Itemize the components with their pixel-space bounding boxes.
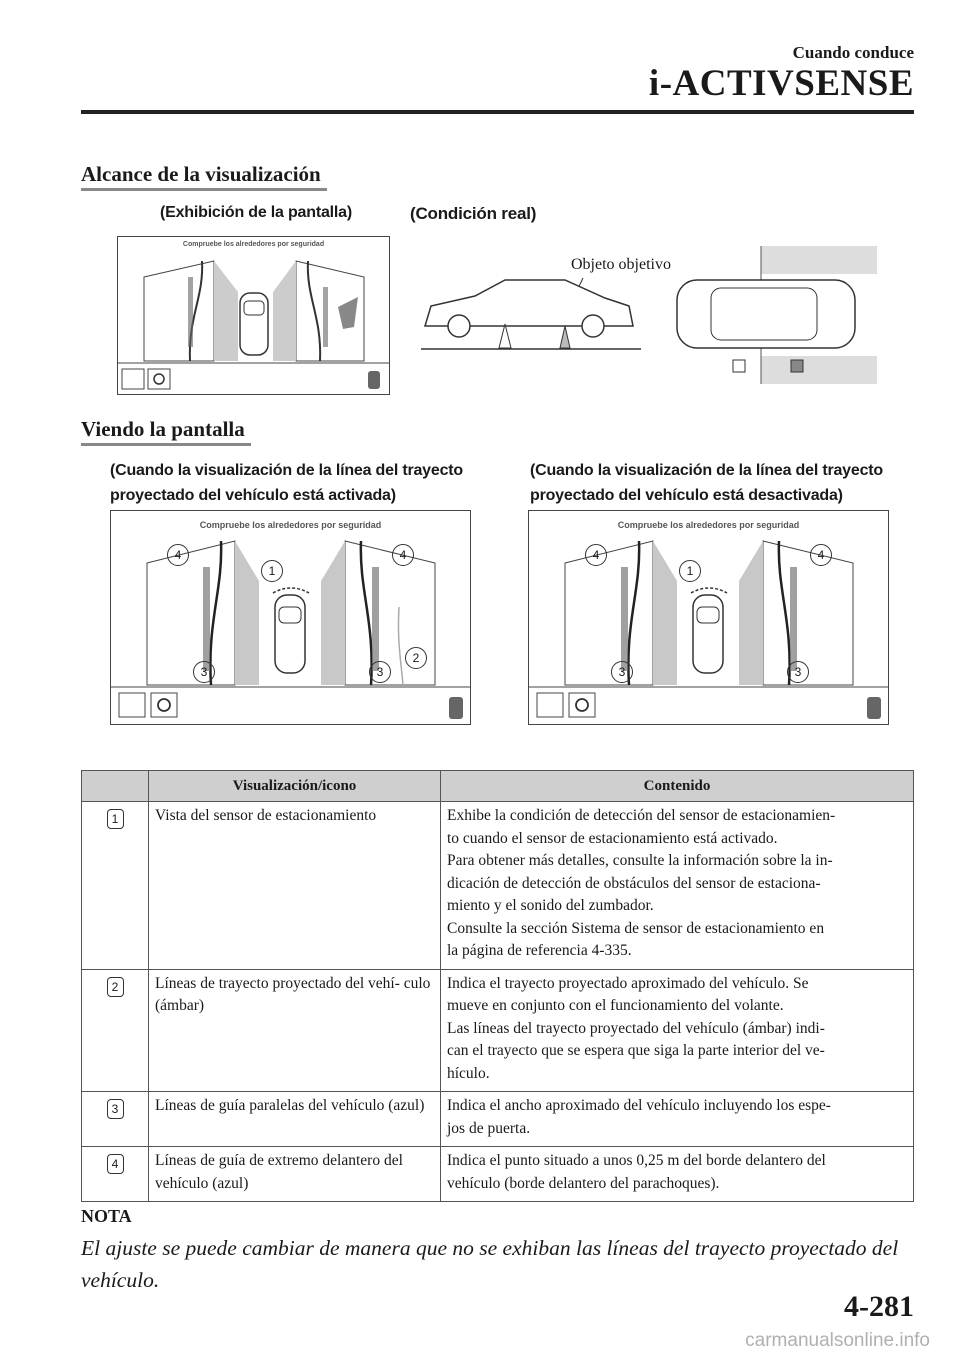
legend-table [81,770,914,1202]
row-content: Indica el punto situado a unos 0,25 m del borde delantero del vehículo (borde delantero del parachoques). [441,1147,914,1202]
table-header-num [82,771,149,802]
callout-4: 4 [167,544,189,566]
table-header-content: Contenido [441,771,914,802]
screen-banner: Compruebe los alrededores por seguridad [617,520,800,530]
row-content: Indica el trayecto proyectado aproximado del vehículo. Se mueve en conjunto con el funcionamiento del volante. Las líneas del trayecto proyectado del vehículo (ámbar) indi- can el trayecto que se espera que siga la parte interior del ve- hículo. [441,969,914,1092]
row-item: Líneas de trayecto proyectado del vehí- culo (ámbar) [149,969,441,1092]
screen-lines-off [528,510,889,725]
note-title: NOTA [81,1206,132,1226]
watermark: carmanualsonline.info [745,1330,930,1351]
callout-4: 4 [585,544,607,566]
table-row [82,969,914,1092]
row-number-badge: 2 [107,977,124,997]
row-content: Exhibe la condición de detección del sensor de estacionamien- to cuando el sensor de estacionamiento está activado. Para obtener más detalles, consulte la información sobre la in- dicación de detección de obstáculos del sensor de estaciona- miento y el sonido del zumbador. Consulte la sección Sistema de sensor de estacionamiento en la página de referencia 4-335. [441,802,914,970]
row-content: Indica el ancho aproximado del vehículo incluyendo los espe- jos de puerta. [441,1092,914,1147]
callout-3: 3 [787,661,809,683]
callout-3: 3 [193,661,215,683]
table-header-row [82,771,914,802]
table-header-item: Visualización/icono [149,771,441,802]
row-number-badge: 1 [107,809,124,829]
chapter-label: Cuando conduce [792,43,914,62]
caption-lines-off: (Cuando la visualización de la línea del trayecto proyectado del vehículo está desactivada) [530,462,883,504]
page-number: 4-281 [844,1290,914,1323]
parking-view-diagram-off [529,511,888,724]
screen-lines-on [110,510,471,725]
caption-real-condition: (Condición real) [410,204,537,223]
callout-1: 1 [261,560,283,582]
screen-banner: Compruebe los alrededores por seguridad [199,520,382,530]
caption-screen-display: (Exhibición de la pantalla) [160,204,352,221]
table-row [82,1092,914,1147]
table-row [82,802,914,970]
note-text: El ajuste se puede cambiar de manera que no se exhiban las líneas del trayecto proyectado del vehículo. [81,1236,899,1292]
callout-2: 2 [405,647,427,669]
row-item: Líneas de guía paralelas del vehículo (azul) [149,1092,441,1147]
table-row [82,1147,914,1202]
caption-lines-on: (Cuando la visualización de la línea del trayecto proyectado del vehículo está activada) [110,462,463,504]
display-screen-example [117,236,390,395]
row-number-badge: 3 [107,1099,124,1119]
row-number-badge: 4 [107,1154,124,1174]
chapter-title: i-ACTIVSENSE [648,63,914,104]
real-condition-diagram [415,244,877,384]
screen-banner: Compruebe los alrededores por seguridad [182,241,325,248]
row-item: Líneas de guía de extremo delantero del vehículo (azul) [149,1147,441,1202]
section-title-viewing-screen: Viendo la pantalla [81,417,251,446]
parking-view-diagram [118,237,389,394]
callout-3: 3 [369,661,391,683]
callout-1: 1 [679,560,701,582]
parking-view-diagram-on [111,511,470,724]
row-item: Vista del sensor de estacionamiento [149,802,441,970]
callout-3: 3 [611,661,633,683]
header-rule [81,110,914,114]
section-title-display-range: Alcance de la visualización [81,162,327,191]
callout-4: 4 [810,544,832,566]
target-object-label: Objeto objetivo [571,256,671,273]
callout-4: 4 [392,544,414,566]
